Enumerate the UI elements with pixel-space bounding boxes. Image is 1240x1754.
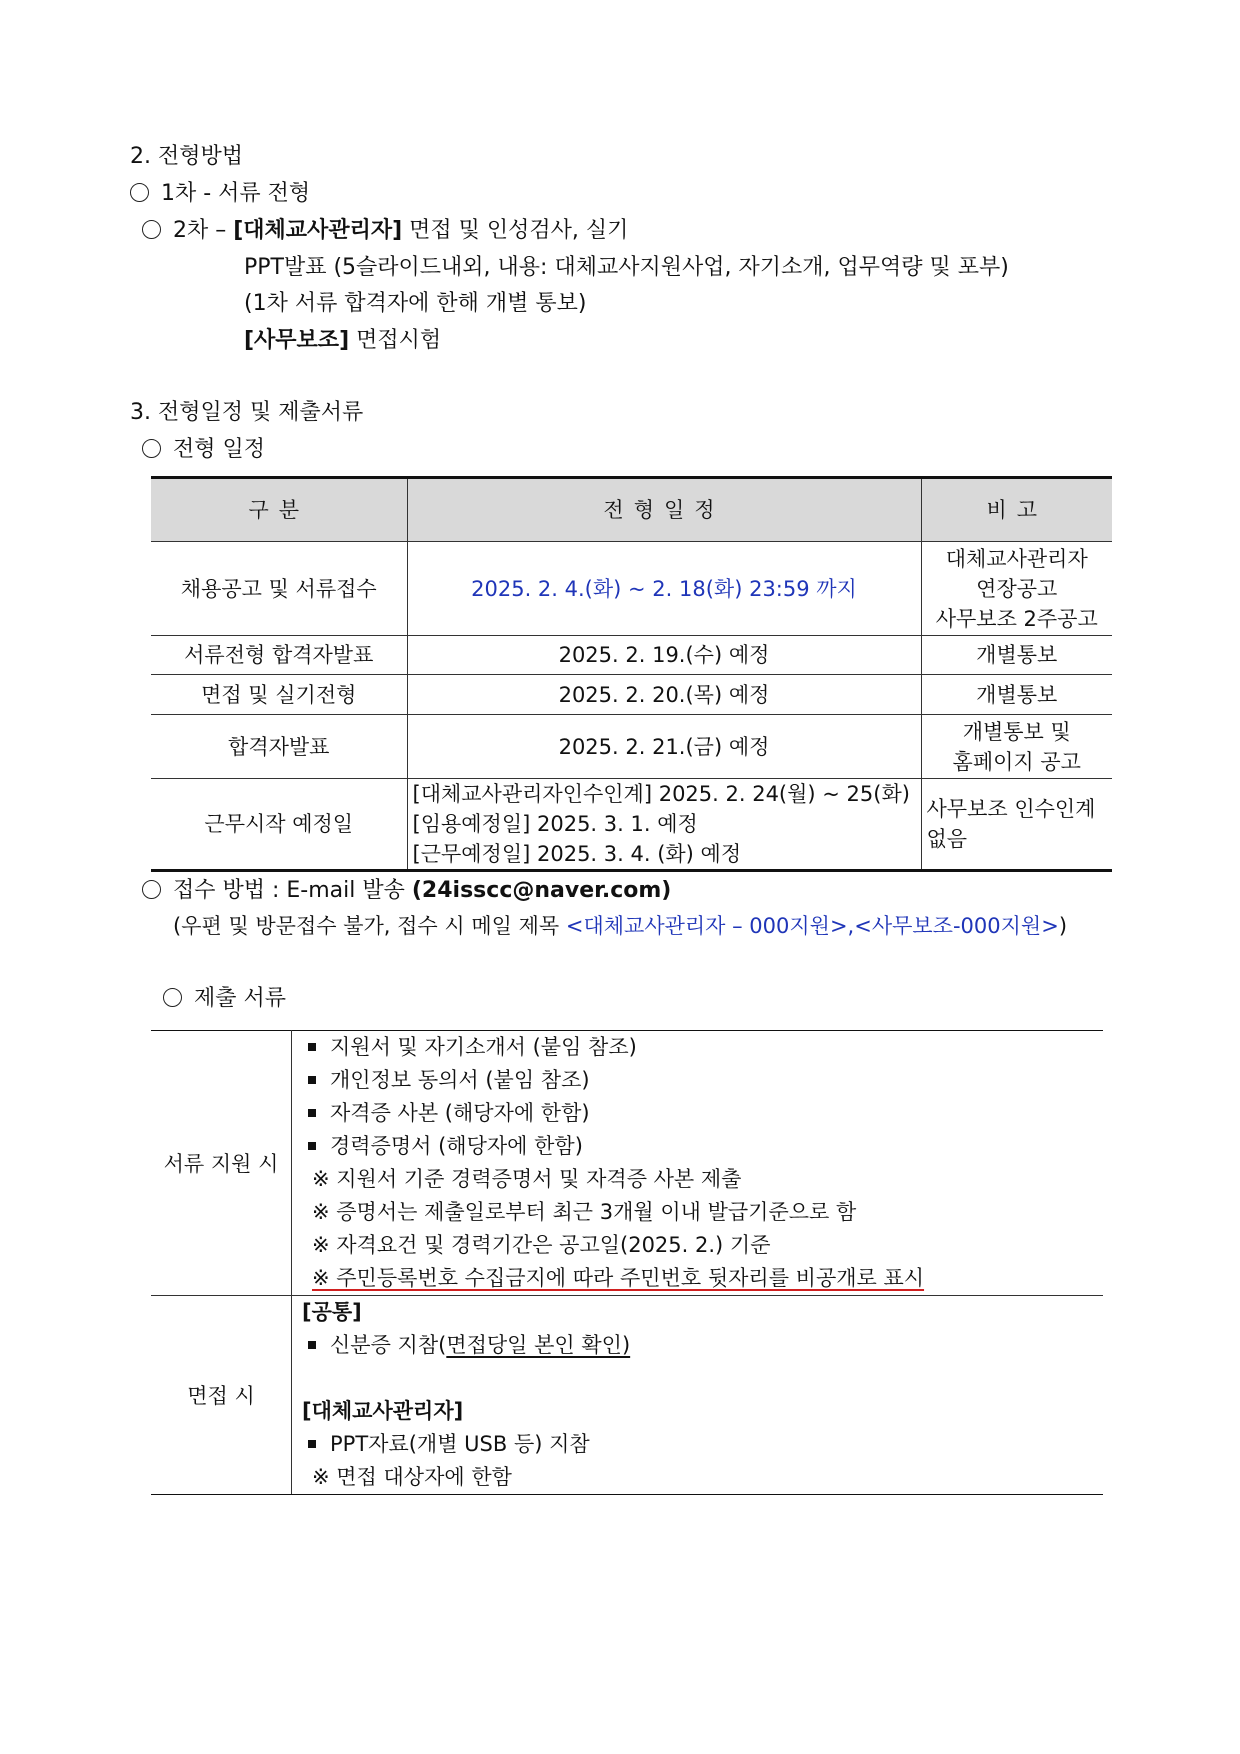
- row-category: 서류전형 합격자발표: [151, 636, 407, 675]
- row-note: 개별통보: [921, 636, 1112, 675]
- table-row: [151, 1031, 1103, 1296]
- common-heading: [공통]: [302, 1300, 362, 1324]
- header-note: 비고: [921, 478, 1112, 542]
- apply-method-line: 접수 방법 : E-mail 발송 (24isscc@naver.com): [142, 880, 671, 902]
- list-item: PPT자료(개별 USB 등) 지참: [302, 1428, 1103, 1461]
- table-row: [151, 675, 1112, 715]
- stage1-line: 1차 - 서류 전형: [130, 183, 310, 205]
- circle-bullet-icon: [130, 183, 149, 202]
- square-bullet-icon: [308, 1341, 316, 1349]
- note-item: ※ 자격요건 및 경력기간은 공고일(2025. 2.) 기준: [312, 1233, 771, 1257]
- row-note: 개별통보: [921, 675, 1112, 715]
- row-date: 2025. 2. 21.(금) 예정: [407, 715, 921, 779]
- circle-bullet-icon: [142, 880, 161, 899]
- schedule-header-row: [151, 478, 1112, 542]
- table-row: [151, 779, 1112, 871]
- office-role: [사무보조]: [244, 328, 350, 353]
- table-row: [151, 715, 1112, 779]
- list-item: 지원서 및 자기소개서 (붙임 참조): [302, 1031, 1103, 1064]
- list-item: 경력증명서 (해당자에 한함): [302, 1130, 1103, 1163]
- docs-heading: 제출 서류: [163, 988, 286, 1010]
- square-bullet-icon: [308, 1142, 316, 1150]
- header-category: 구분: [151, 478, 407, 542]
- table-row: [151, 542, 1112, 636]
- row-date: [대체교사관리자인수인계] 2025. 2. 24(월) ~ 25(화) [임용예정일] 2025. 3. 1. 예정 [근무예정일] 2025. 3. 4. (화) 예정: [407, 779, 921, 871]
- docs-row-content: [292, 1031, 1104, 1296]
- mail-subject: <대체교사관리자 – 000지원>,<사무보조-000지원>: [565, 914, 1059, 938]
- table-row: [151, 1296, 1103, 1495]
- section3-title: 3. 전형일정 및 제출서류: [130, 400, 364, 425]
- role-heading: [대체교사관리자]: [302, 1399, 464, 1423]
- docs-row-label: 면접 시: [151, 1296, 292, 1495]
- row-category: 근무시작 예정일: [151, 779, 407, 871]
- circle-bullet-icon: [163, 988, 182, 1007]
- square-bullet-icon: [308, 1076, 316, 1084]
- docs-row-content: [292, 1296, 1104, 1495]
- row-date: 2025. 2. 19.(수) 예정: [407, 636, 921, 675]
- table-row: [151, 636, 1112, 675]
- row-date: 2025. 2. 4.(화) ~ 2. 18(화) 23:59 까지: [407, 542, 921, 636]
- documents-table: [151, 1030, 1103, 1495]
- circle-bullet-icon: [142, 220, 161, 239]
- list-item: 자격증 사본 (해당자에 한함): [302, 1097, 1103, 1130]
- header-date: 전형일정: [407, 478, 921, 542]
- note-item: ※ 면접 대상자에 한함: [312, 1465, 512, 1489]
- row-category: 채용공고 및 서류접수: [151, 542, 407, 636]
- row-date: 2025. 2. 20.(목) 예정: [407, 675, 921, 715]
- stage2-line: 2차 – [대체교사관리자] 면접 및 인성검사, 실기: [142, 220, 628, 242]
- list-item: 개인정보 동의서 (붙임 참조): [302, 1064, 1103, 1097]
- square-bullet-icon: [308, 1043, 316, 1051]
- note-item: ※ 증명서는 제출일로부터 최근 3개월 이내 발급기준으로 함: [312, 1200, 857, 1224]
- apply-note-line: (우편 및 방문접수 불가, 접수 시 메일 제목 <대체교사관리자 – 000지원>,<사무보조-000지원>): [173, 914, 1068, 938]
- list-item: 신분증 지참(면접당일 본인 확인): [302, 1329, 1103, 1362]
- notice-line: (1차 서류 합격자에 한해 개별 통보): [244, 291, 587, 316]
- section2-title: 2. 전형방법: [130, 144, 243, 169]
- row-note: 사무보조 인수인계 없음: [921, 779, 1112, 871]
- row-category: 합격자발표: [151, 715, 407, 779]
- ppt-line: PPT발표 (5슬라이드내외, 내용: 대체교사지원사업, 자기소개, 업무역량 및 포부): [244, 255, 1009, 280]
- office-line: [사무보조] 면접시험: [244, 328, 442, 353]
- note-item: ※ 지원서 기준 경력증명서 및 자격증 사본 제출: [312, 1167, 742, 1191]
- schedule-heading: 전형 일정: [142, 439, 265, 461]
- schedule-table: [151, 476, 1112, 872]
- circle-bullet-icon: [142, 439, 161, 458]
- note-item: ※ 주민등록번호 수집금지에 따라 주민번호 뒷자리를 비공개로 표시: [312, 1266, 925, 1290]
- apply-email: (24isscc@naver.com): [411, 878, 672, 903]
- row-note: 개별통보 및 홈페이지 공고: [921, 715, 1112, 779]
- row-note: 대체교사관리자 연장공고 사무보조 2주공고: [921, 542, 1112, 636]
- square-bullet-icon: [308, 1109, 316, 1117]
- stage2-role: [대체교사관리자]: [233, 218, 403, 243]
- row-category: 면접 및 실기전형: [151, 675, 407, 715]
- square-bullet-icon: [308, 1440, 316, 1448]
- spacer: [302, 1362, 1103, 1395]
- docs-row-label: 서류 지원 시: [151, 1031, 292, 1296]
